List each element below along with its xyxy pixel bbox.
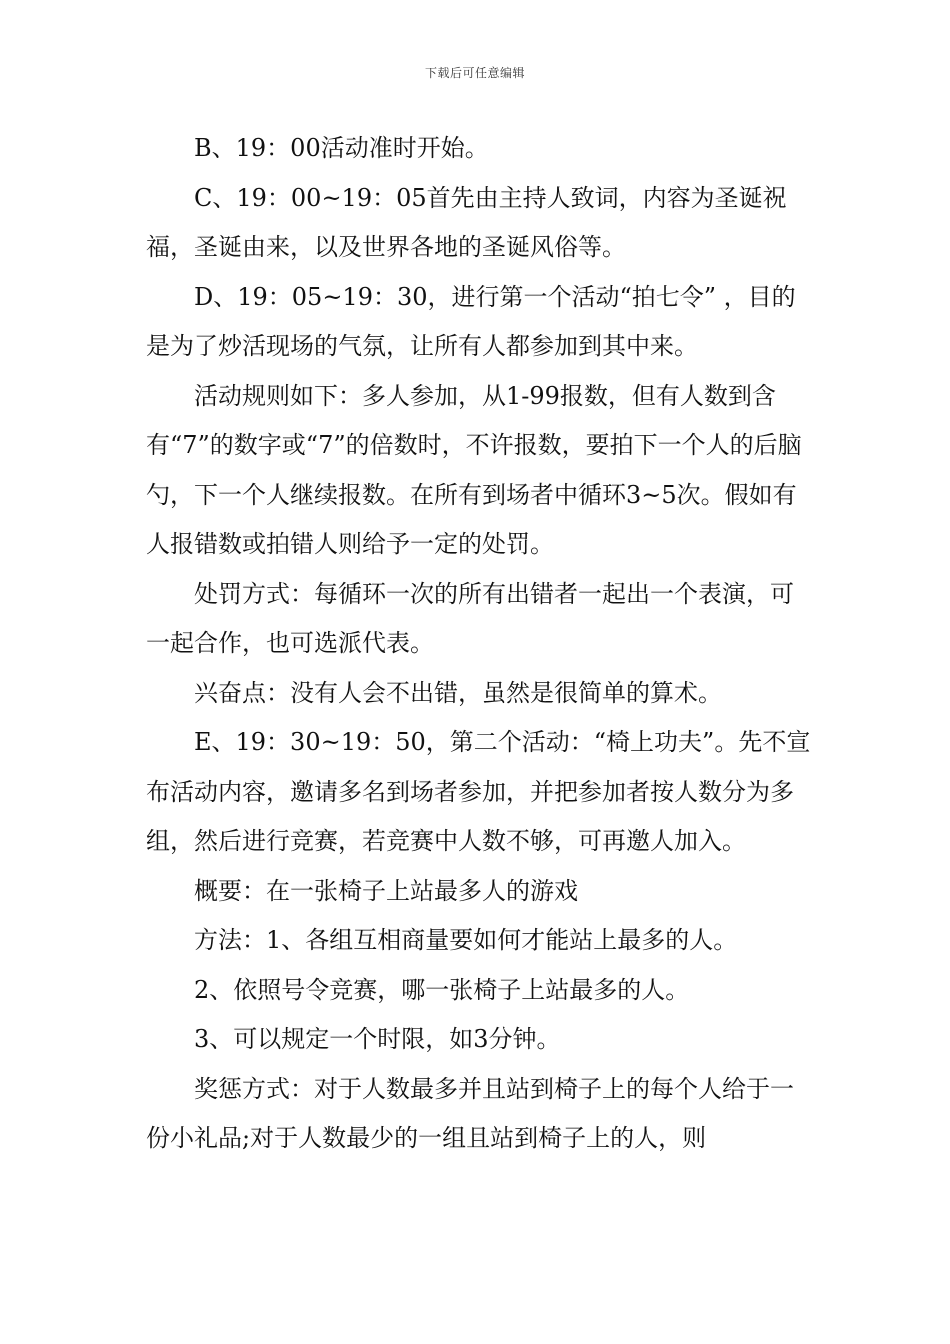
paragraph-summary: 概要：在一张椅子上站最多人的游戏 xyxy=(194,876,578,905)
paragraph-second-activity: E、19：30~19：50，第二个活动：“椅上功夫”。先不宣布活动内容，邀请多名到场者参加，并把参加者按人数分为多组，然后进行竞赛，若竞赛中人数不够，可再邀人加入。 xyxy=(146,728,811,855)
paragraph-start-time: B、19：00活动准时开始。 xyxy=(194,134,489,162)
paragraph-method-1: 方法：1、各组互相商量要如何才能站上最多的人。 xyxy=(194,926,738,954)
paragraph-penalty-method: 处罚方式：每循环一次的所有出错者一起出一个表演，可一起合作，也可选派代表。 xyxy=(146,579,794,657)
page-header: 下载后可任意编辑 xyxy=(424,66,525,80)
paragraph-reward-punishment: 奖惩方式：对于人数最多并且站到椅子上的每个人给于一份小礼品;对于人数最少的一组且站到椅子上的人，则 xyxy=(146,1074,794,1152)
paragraph-activity-rules: 活动规则如下：多人参加，从1-99报数，但有人数到含有“7”的数字或“7”的倍数时，不许报数，要拍下一个人的后脑勺，下一个人继续报数。在所有到场者中循环3~5次。假如有人报错数或拍错人则给予一定的处罚。 xyxy=(146,381,802,558)
paragraph-first-activity: D、19：05~19：30，进行第一个活动“拍七令” ，目的是为了炒活现场的气氛，让所有人都参加到其中来。 xyxy=(146,282,796,360)
paragraph-excitement-point: 兴奋点：没有人会不出错，虽然是很简单的算术。 xyxy=(194,678,722,707)
paragraph-method-2: 2、依照号令竞赛，哪一张椅子上站最多的人。 xyxy=(194,975,690,1004)
document-body xyxy=(146,124,816,1164)
paragraph-opening-speech: C、19：00~19：05首先由主持人致词，内容为圣诞祝福，圣诞由来，以及世界各地的圣诞风俗等。 xyxy=(146,183,787,261)
paragraph-method-3: 3、可以规定一个时限，如3分钟。 xyxy=(194,1025,561,1053)
